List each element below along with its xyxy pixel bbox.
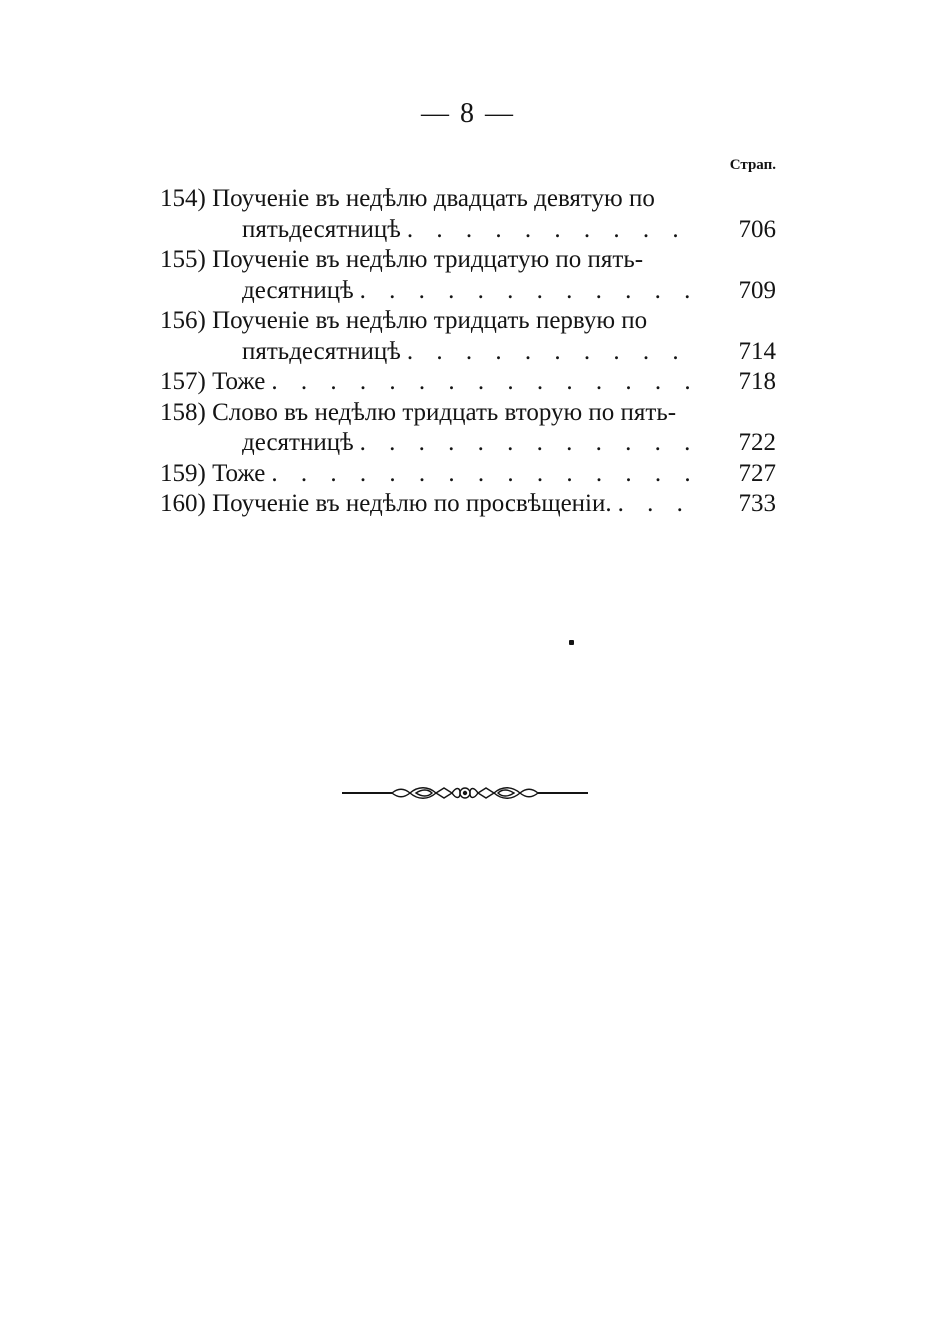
page-number: — 8 — [421,98,515,129]
dot-leader [265,459,696,490]
entry-number: 158) [160,398,206,426]
toc-entry-156-line2 [160,337,776,368]
toc-entry-157 [160,367,776,398]
entry-title-continued: пятьдесятницѣ [242,215,401,243]
entry-page: 722 [738,429,776,456]
entry-page: 706 [738,215,776,243]
entry-title: Поученіе въ недѣлю тридцать первую по [212,307,648,334]
dot-leader [612,489,696,520]
entry-page: 718 [738,368,776,395]
entry-title: Слово въ недѣлю тридцать вторую по пять- [212,398,677,426]
entry-title: Тоже [212,459,266,487]
entry-number: 156) [160,307,206,334]
dot-leader [401,215,696,246]
dot-leader [265,367,696,398]
toc-entry-159 [160,459,776,490]
toc-entry-155-line2 [160,276,776,307]
entry-number: 154) [160,185,206,212]
entry-title-continued: пятьдесятницѣ [242,337,401,365]
ornamental-divider-icon [340,778,590,808]
entry-page: 727 [738,459,776,487]
toc-entry-158-line1 [160,398,776,429]
entry-title: Поученіе въ недѣлю по просвѣщеніи. [212,490,612,517]
entry-title-continued: десятницѣ [242,276,354,304]
entry-number: 160) [160,490,206,517]
ink-speck [569,640,574,645]
dot-leader [354,276,696,307]
entry-title: Тоже [212,368,266,395]
entry-title-continued: десятницѣ [242,429,354,456]
entry-page: 709 [738,276,776,304]
toc-entry-154-line1 [160,184,776,215]
entry-title: Поученіе въ недѣлю двадцать девятую по [212,185,655,212]
toc-entry-156-line1 [160,306,776,337]
entry-page: 733 [738,490,776,517]
page-column-header: Страп. [729,157,776,173]
toc-entry-158-line2 [160,428,776,459]
entry-title: Поученіе въ недѣлю тридцатую по пять- [212,246,644,273]
entry-number: 157) [160,368,206,395]
toc-entry-154-line2 [160,215,776,246]
dot-leader [401,337,696,368]
toc-entry-160 [160,489,776,520]
toc-entry-155-line1 [160,245,776,276]
dot-leader [354,428,696,459]
entry-page: 714 [738,337,776,365]
table-of-contents [160,184,776,520]
entry-number: 155) [160,246,206,273]
entry-number: 159) [160,459,206,487]
